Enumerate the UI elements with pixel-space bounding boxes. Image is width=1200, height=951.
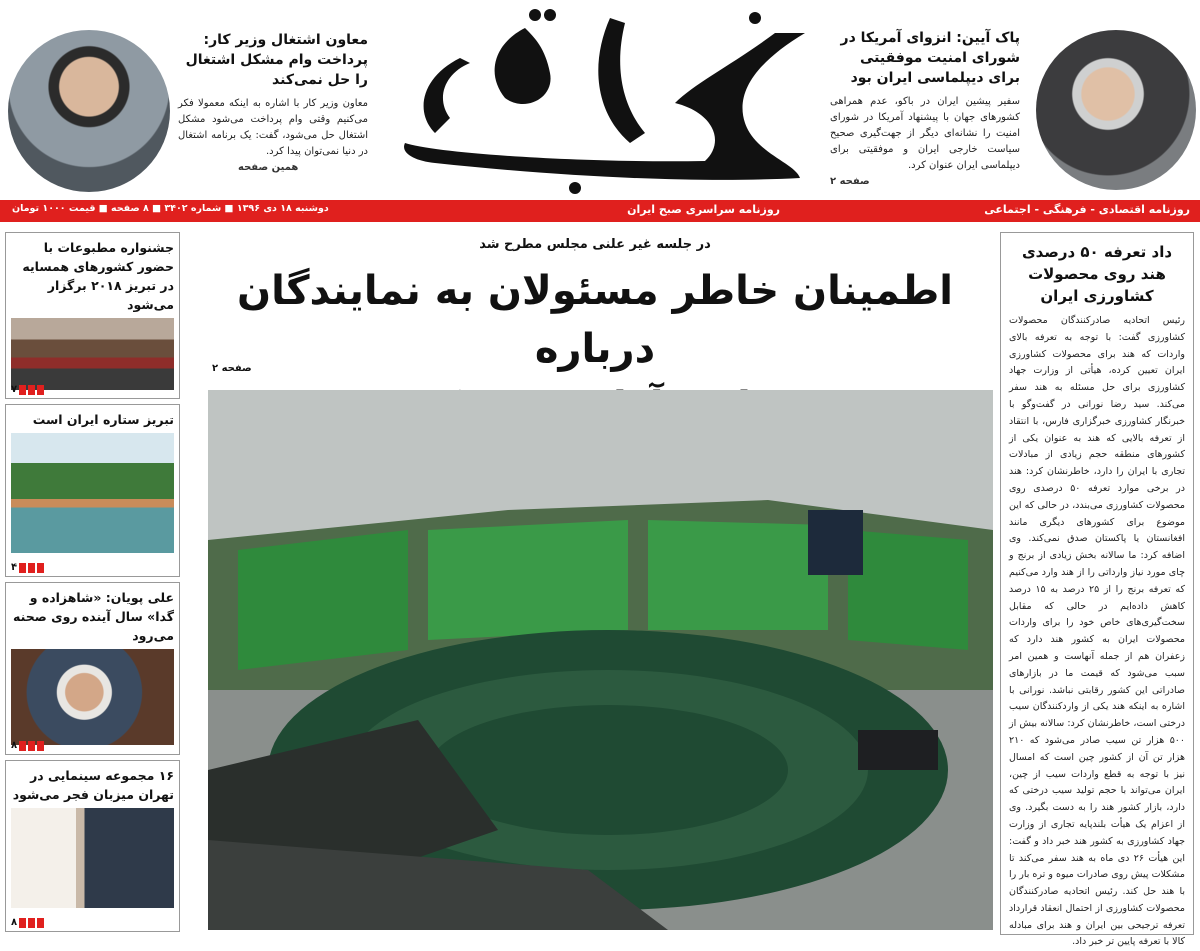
left-item-festival[interactable] <box>5 232 180 399</box>
right-story-title: پاک آیین: انزوای آمریکا در شورای امنیت موفقیتی برای دیپلماسی ایران بود <box>840 30 1020 86</box>
left-item-title: علی پویان: «شاهزاده و گدا» سال آینده روی صحنه می‌رود <box>13 590 174 643</box>
info-bar <box>0 200 1200 222</box>
left-item-title: تبریز ستاره ایران است <box>32 412 174 427</box>
right-column-story[interactable] <box>1000 232 1194 948</box>
parliament-photo <box>208 390 993 930</box>
fajr-photo <box>11 808 174 908</box>
left-item-cinema[interactable] <box>5 760 180 932</box>
left-story[interactable] <box>178 30 368 173</box>
left-story-body: معاون وزیر کار با اشاره به اینکه معمولا فکر می‌کنیم وقتی وام پرداخت می‌شود مشکل اشتغال حل می‌شود، گفت: یک برنامه اشتغال در دنیا نمی‌توان پیدا کرد. <box>178 98 368 157</box>
right-column-body: رئیس اتحادیه صادرکنندگان محصولات کشاورزی گفت: با توجه به تعرفه بالای واردات که هند برای محصولات کشاورزی ایران تعیین کرده، هیأتی از وزارت جهاد کشاورزی برای حل مسئله به هند سفر می‌کند. سید رضا نورانی در گفت‌وگو با خبرنگار کشاورزی خبرگزاری فارس، با انتقاد از تعرفه بالایی که هند به عنوان یکی از کشورهای منطقه حجم زیادی از مبادلات تجاری با ایران را دارد، خاطرنشان کرد: هند در برخی موارد تعرفه ۵۰ درصدی روی محصولات کشاورزی می‌بندد، در حالی که این موضوع برای کشورهای دیگری مانند افغانستان یا پاکستان صدق نمی‌کند. وی اضافه کرد: ما سالانه بخش زیادی از برنج و چای مورد نیاز وارداتی را از هند وارد می‌کنیم که تعرفه برنج را از ۲۵ درصد به ۱۵ درصد کاهش داده‌ایم در حالی که مقابل سخت‌گیری‌های خاص خود را برای واردات محصولات ایران به کشور هند دارد که زعفران هم از جمله آنهاست و همین امر سبب می‌شود که قیمت ما در بازارهای صادراتی این کشور رقابتی نباشد. نورانی با اشاره به اینکه هند یکی از واردکنندگان سیب درختی است، خاطرنشان کرد: سالانه بیش از ۵۰۰ هزار تن سیب صادر می‌شود که ۲۱۰ هزار تن آن از کشور چین است که امسال نیز با توجه به قطع واردات سیب از چین، ایران می‌تواند با حجم تولید سیب درختی که دارد، بازار کشور هند را به دست بگیرد. وی از اعزام یک هیأت بلندپایه تجاری از وزارت جهاد کشاورزی به کشور هند خبر داد و گفت: این هیأت ۲۶ دی ماه به هند سفر می‌کند تا مشکلات پیش روی صادرات میوه و تره بار را با هند حل کند. رئیس اتحادیه صادرکنندگان محصولات کشاورزی از احتمال انعقاد قرارداد تعرفه ترجیحی بین ایران و هند برای مبادله کالا با تعرفه پایین تر خبر داد. <box>1009 315 1185 948</box>
paper-type: روزنامه اقتصادی - فرهنگی - اجتماعی <box>984 203 1190 216</box>
headline-line-1: اطمینان خاطر مسئولان به نمایندگان درباره <box>237 268 953 372</box>
right-story[interactable] <box>830 28 1020 187</box>
right-column-title: داد تعرفه ۵۰ درصدی هند روی محصولات کشاورزی ایران <box>1021 243 1173 305</box>
main-kicker: در جلسه غیر علنی مجلس مطرح شد <box>479 237 711 252</box>
pouyan-photo <box>11 649 174 745</box>
right-story-ref[interactable]: صفحه ۲ <box>830 176 870 187</box>
left-item-title: ۱۶ مجموعه سینمایی در تهران میزبان فجر می‌شود <box>12 768 174 802</box>
tabriz-photo <box>11 433 174 553</box>
left-story-ref[interactable]: همین صفحه <box>238 162 299 173</box>
main-page-ref[interactable]: صفحه ۲ <box>212 363 252 374</box>
left-story-photo <box>8 30 170 192</box>
page-ref: ۴ <box>11 562 44 573</box>
left-item-title: جشنواره مطبوعات با حضور کشورهای همسایه در تبریز ۲۰۱۸ برگزار می‌شود <box>22 240 174 312</box>
issue-info: دوشنبه ۱۸ دی ۱۳۹۶ ■ شماره ۳۴۰۲ ■ ۸ صفحه ■ قیمت ۱۰۰۰ تومان <box>12 203 329 214</box>
page-ref: ۷ <box>11 384 44 395</box>
left-item-tabriz[interactable] <box>5 404 180 577</box>
paper-tagline: روزنامه سراسری صبح ایران <box>627 203 780 216</box>
parliament-illustration <box>208 390 993 930</box>
meeting-photo <box>11 318 174 390</box>
newspaper-logo <box>370 0 830 200</box>
right-story-photo <box>1036 30 1196 190</box>
page-ref: ۸ <box>11 740 44 751</box>
left-story-title: معاون اشتغال وزیر کار: پرداخت وام مشکل اشتغال را حل نمی‌کند <box>185 32 368 88</box>
right-story-body: سفیر پیشین ایران در باکو، عدم همراهی کشورهای جهان با پیشنهاد آمریکا در شورای امنیت را نشانه‌ای دیگر از جهت‌گیری صحیح سیاست خارجی ایران و موفقیتی برای دیپلماسی ایران عنوان کرد. <box>830 96 1020 171</box>
page-ref: ۸ <box>11 917 44 928</box>
left-item-pouyan[interactable] <box>5 582 180 755</box>
